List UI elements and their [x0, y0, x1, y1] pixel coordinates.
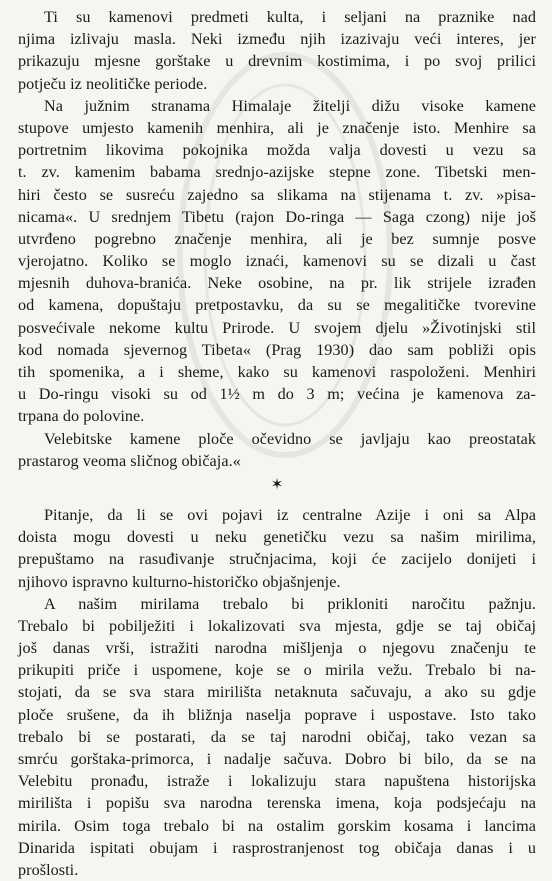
text-line: Ti su kamenovi predmeti kulta, i seljani na praznike nad	[44, 8, 536, 26]
text-line: mirilišta i popišu sva narodna terenska imena, koja podsjećaju na	[18, 794, 536, 813]
body-text-top	[18, 6, 536, 472]
text-line: kod nomada sjevernog Tibeta« (Prag 1930) dao sam pobliži opis	[18, 340, 536, 359]
text-line: stojati, da se sva stara mirilišta netaknuta sačuvaju, a ako su gdje	[18, 683, 536, 702]
text-line: A našim mirilama trebalo bi prikloniti naročitu pažnju.	[44, 594, 536, 613]
paragraph	[18, 95, 536, 428]
text-line: smrću gorštaka-primorca, i nadalje sačuva. Dobro bi bilo, da se na	[18, 750, 536, 768]
text-line: posvećivale nekome kultu Prirode. U svojem djelu »Životinjski stil	[18, 318, 536, 337]
text-line: još danas vrši, istražiti narodna mišljenja o njegovu značenju te	[18, 639, 536, 658]
text-line: vjerojatno. Koliko se moglo iznaći, kamenovi su se dizali u čast	[18, 252, 536, 271]
text-line: trebalo bi se postarati, da se taj narodni običaj, tako vezan sa	[18, 727, 536, 746]
text-line: Dinarida ispitati obujam i rasprostranjenost tog običaja danas i u	[18, 838, 536, 857]
text-line: mjesnih duhova-branića. Neke osobine, na pr. lik strijele izrađen	[18, 274, 536, 293]
text-line: u Do-ringu visoki su od 1½ m do 3 m; većina je kamenova za-	[18, 385, 536, 404]
text-line: Trebalo bi pobilježiti i lokalizovati sva mjesta, gdje se taj običaj	[18, 616, 536, 635]
text-line: prikazuju mjesne gorštake u drevnim kostimima, i po svoj prilici	[18, 52, 536, 71]
text-line: Velebitske kamene ploče očevidno se javljaju kao preostatak	[44, 429, 536, 448]
paragraph	[18, 6, 536, 95]
text-line: utvrđeno pogrebno značenje menhira, ali je bez sumnje posve	[18, 229, 536, 248]
text-line: tih spomenika, a i sheme, kako su kamenovi raspoloženi. Menhiri	[18, 363, 536, 381]
text-line: portretnim likovima pokojnika možda valja dovesti u vezu sa	[18, 141, 536, 160]
text-line: prepuštamo na rasuđivanje stručnjacima, koji će zacijelo donijeti i	[18, 550, 536, 569]
text-line: njima izlivaju masla. Neki između njih izazivaju veći interes, jer	[18, 30, 536, 49]
text-line: prastarog veoma sličnog običaja.«	[18, 451, 241, 470]
text-line: prikupiti priče i uspomene, koje se o mirila vežu. Trebalo bi na-	[18, 661, 536, 680]
text-line: trpana do polovine.	[18, 407, 145, 426]
text-line: stupove umjesto kamenih menhira, ali je značenje isto. Menhire sa	[18, 118, 536, 137]
text-line: njihovo ispravno kulturno-historičko objašnjenje.	[18, 572, 341, 591]
paragraph	[18, 593, 536, 881]
text-line: ploče srušene, da ih bližnja naselja poprave i uspostave. Isto tako	[18, 705, 536, 724]
paragraph	[18, 504, 536, 593]
document-page	[18, 6, 536, 881]
body-text-bottom	[18, 504, 536, 881]
text-line: t. zv. kamenim babama srednjo-azijske stepne zone. Tibetski men-	[18, 163, 536, 182]
text-line: nicama«. U srednjem Tibetu (rajon Do-ringa — Saga czong) nije još	[18, 207, 536, 226]
text-line: od kamena, dopuštaju pretpostavku, da su se megalitičke tvorevine	[18, 296, 536, 315]
text-line: Pitanje, da li se ovi pojavi iz centralne Azije i oni sa Alpa	[44, 505, 536, 524]
text-line: Na južnim stranama Himalaje žitelji dižu visoke kamene	[44, 96, 536, 115]
text-line: doista mogu dovesti u neku genetičku vezu sa našim mirilima,	[18, 528, 536, 547]
text-line: hiri često se susreću zajedno sa slikama na stijenama t. zv. »pisa-	[18, 185, 536, 204]
text-line: mirila. Osim toga trebalo bi na ostalim gorskim kosama i lancima	[18, 816, 536, 835]
text-line: prošlosti.	[18, 860, 79, 879]
text-line: potječu iz neolitičke periode.	[18, 74, 208, 93]
text-line: Velebitu pronađu, istraže i lokalizuju stara napuštena historijska	[18, 772, 536, 791]
section-separator-asterism: ✶	[270, 476, 284, 493]
paragraph	[18, 428, 536, 472]
